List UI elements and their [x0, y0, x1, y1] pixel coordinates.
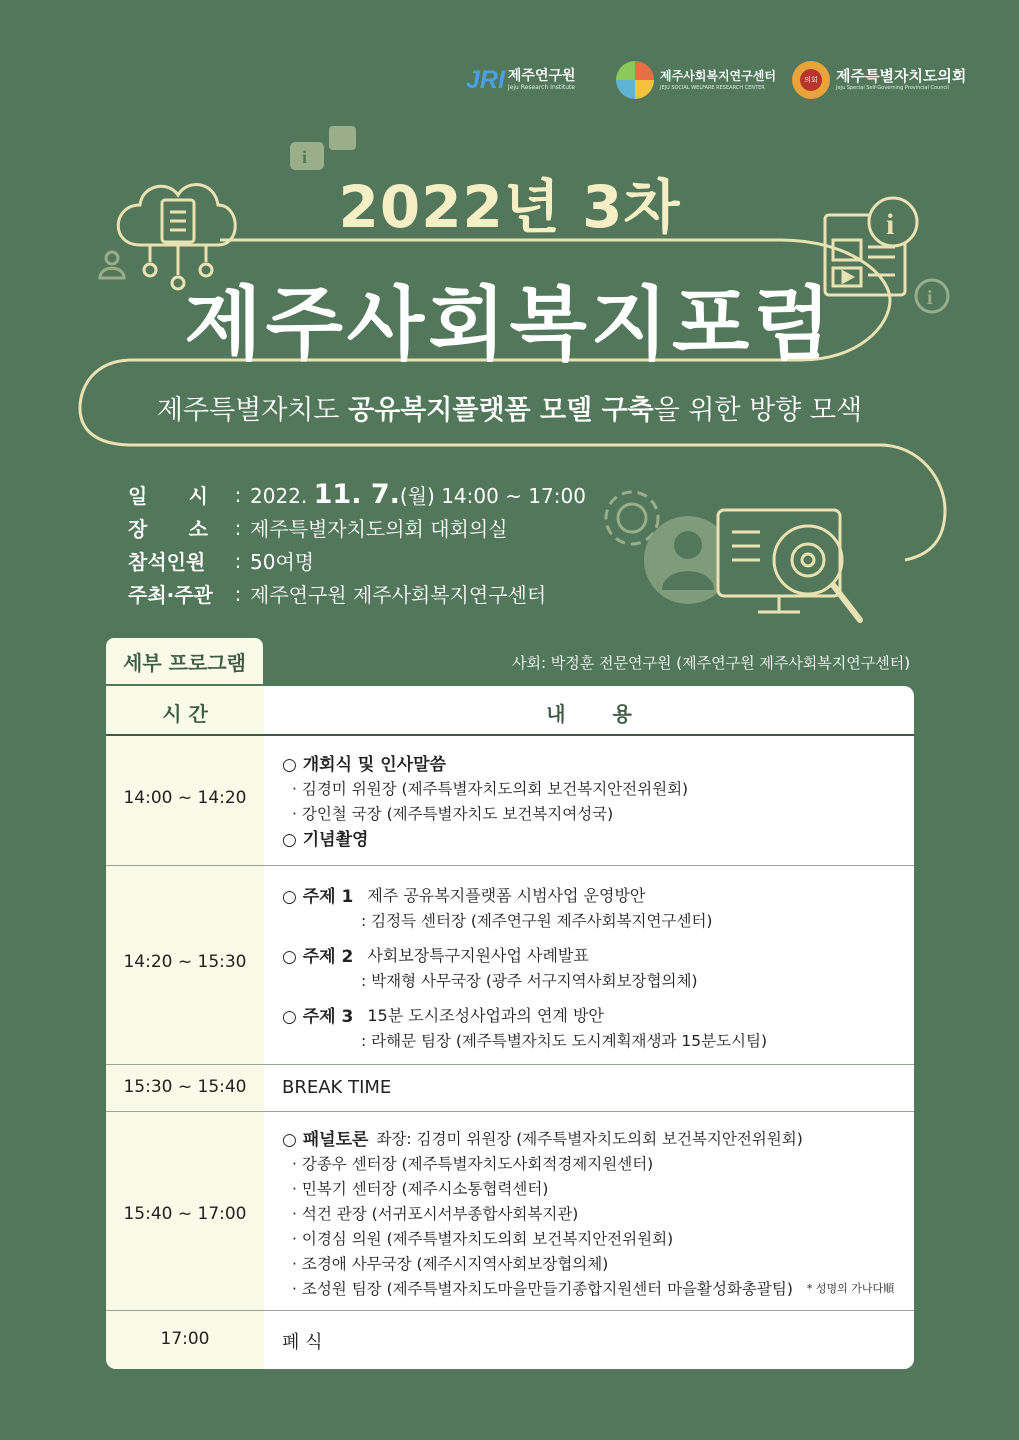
- panelist: · 강종우 센터장 (제주특별자치도사회적경제지원센터): [292, 1154, 654, 1173]
- panel-lead: ○ 패널토론 좌장: 김경미 위원장 (제주특별자치도의회 보건복지안전위원회): [282, 1129, 803, 1150]
- table-row: [106, 1065, 914, 1112]
- row-content: [282, 750, 904, 850]
- row-time: 14:00 ~ 14:20: [123, 788, 247, 808]
- subtitle-highlight: 공유복지플랫폼 모델 구축: [348, 395, 654, 426]
- place-value: 제주특별자치도의회 대회의실: [250, 517, 508, 541]
- attendance-value: 50여명: [250, 550, 315, 574]
- welfare-center-logo-name: 제주사회복지연구센터: [660, 68, 776, 83]
- svg-text:i: i: [927, 287, 933, 309]
- info-row-place: [128, 511, 586, 544]
- host-value: 제주연구원 제주사회복지연구센터: [250, 583, 547, 607]
- host-colon: :: [234, 581, 242, 606]
- info-row-date: [128, 478, 586, 511]
- break-label: BREAK TIME: [282, 1077, 392, 1098]
- table-row: [106, 1311, 914, 1369]
- forum-subtitle: [0, 388, 1019, 427]
- row-content: [282, 882, 904, 1052]
- svg-text:i: i: [302, 147, 308, 167]
- council-emblem-text: 의회: [800, 69, 822, 91]
- place-colon: :: [234, 515, 242, 540]
- opening-speaker: · 강인철 국장 (제주특별자치도 보건복지여성국): [292, 804, 614, 823]
- table-row: [106, 866, 914, 1065]
- monitor-gear-icon: [718, 510, 840, 612]
- opening-item: ○ 개회식 및 인사말씀: [282, 755, 446, 775]
- council-logo-name: 제주특별자치도의회: [836, 66, 967, 85]
- jri-logo-mark: JRI: [466, 65, 505, 94]
- panelist: · 민복기 센터장 (제주시소통협력센터): [292, 1179, 549, 1198]
- row-time: 14:20 ~ 15:30: [123, 952, 247, 972]
- gear-icon: [606, 492, 658, 544]
- table-header: [106, 686, 914, 736]
- event-info: [128, 478, 586, 610]
- topic-1-speaker: : 김정득 센터장 (제주연구원 제주사회복지연구센터): [361, 911, 713, 930]
- panelist: · 석건 관장 (서귀포시서부종합사회복지관): [292, 1204, 579, 1223]
- row-content: [282, 1125, 904, 1300]
- mc-info: 사회: 박정훈 전문연구원 (제주연구원 제주사회복지연구센터): [512, 654, 911, 672]
- welfare-center-logo-subname: JEJU SOCIAL WELFARE RESEARCH CENTER: [660, 84, 765, 91]
- program-table: [106, 686, 914, 1369]
- panelist-last: · 조성원 팀장 (제주특별자치도마을만들기종합지원센터 마을활성화총괄팀) * 성명의 가나다順: [292, 1279, 895, 1298]
- subtitle-prefix: 제주특별자치도: [156, 395, 349, 426]
- table-row: [106, 736, 914, 866]
- photo-item: ○ 기념촬영: [282, 830, 369, 850]
- topic-2: ○ 주제 2 사회보장특구지원사업 사례발표: [282, 946, 589, 967]
- forum-year-title: 2022년 3차: [338, 173, 681, 241]
- info-row-host: [128, 577, 586, 610]
- header-time: 시 간: [162, 702, 208, 726]
- panelist: · 조경애 사무국장 (제주시지역사회보장협의체): [292, 1254, 609, 1273]
- topic-3: ○ 주제 3 15분 도시조성사업과의 연계 방안: [282, 1006, 604, 1027]
- ordering-note: * 성명의 가나다順: [806, 1281, 895, 1295]
- topic-3-speaker: : 라해문 팀장 (제주특별자치도 도시계획재생과 15분도시팀): [361, 1031, 768, 1050]
- host-label: 주최·주관: [128, 583, 213, 607]
- topic-1: ○ 주제 1 제주 공유복지플랫폼 시범사업 운영방안: [282, 886, 646, 907]
- date-colon: :: [234, 482, 242, 507]
- row-time: 17:00: [160, 1329, 210, 1349]
- row-time: 15:40 ~ 17:00: [123, 1204, 247, 1224]
- topic-2-speaker: : 박재형 사무국장 (광주 서구지역사회보장협의체): [361, 971, 698, 990]
- council-logo-subname: Jeju Special Self-Governing Provincial Council: [836, 84, 949, 91]
- svg-text:i: i: [886, 208, 895, 241]
- program-tab: 세부 프로그램: [106, 638, 263, 684]
- subtitle-suffix: 을 위한 방향 모색: [653, 395, 863, 426]
- forum-main-title: 제주사회복지포럼: [184, 278, 835, 371]
- date-value: 2022. 11. 7.(월) 14:00 ~ 17:00: [250, 479, 586, 510]
- panelist: · 이경심 의원 (제주특별자치도의회 보건복지안전위원회): [292, 1229, 674, 1248]
- table-row: [106, 1112, 914, 1311]
- place-label: 장 소: [128, 517, 208, 541]
- jri-logo-name: 제주연구원: [507, 67, 576, 84]
- date-label: 일 시: [128, 484, 208, 508]
- header-content: 내 용: [546, 702, 632, 726]
- opening-speaker: · 김경미 위원장 (제주특별자치도의회 보건복지안전위원회): [292, 779, 689, 798]
- closing-label: 폐 식: [282, 1332, 323, 1353]
- attendance-colon: :: [234, 548, 242, 573]
- attendance-label: 참석인원: [128, 550, 206, 574]
- info-row-attendance: [128, 544, 586, 577]
- row-time: 15:30 ~ 15:40: [123, 1077, 247, 1097]
- jri-logo-subname: Jeju Research Institute: [507, 83, 576, 91]
